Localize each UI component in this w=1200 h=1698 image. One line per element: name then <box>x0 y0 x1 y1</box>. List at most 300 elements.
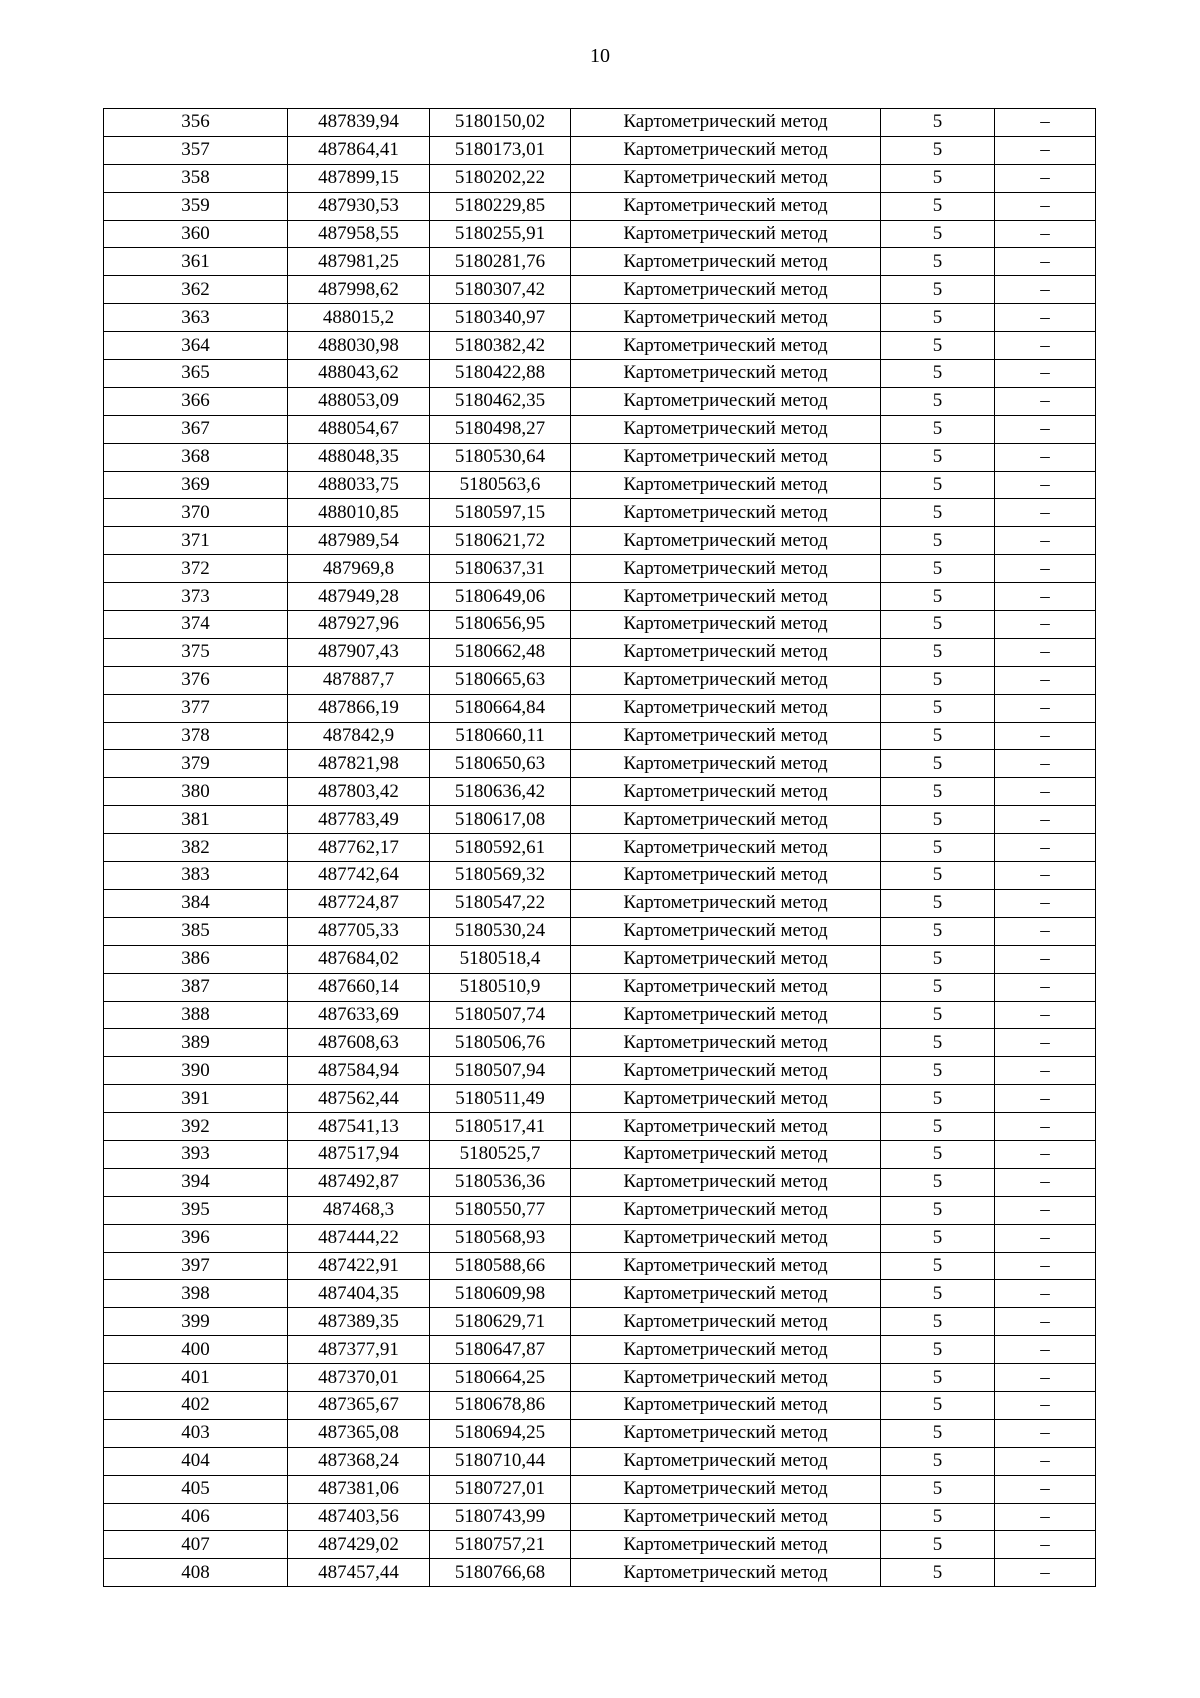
method-cell: Картометрический метод <box>571 527 881 555</box>
method-cell: Картометрический метод <box>571 387 881 415</box>
x-coordinate-cell: 487705,33 <box>288 917 430 945</box>
x-coordinate-cell: 488015,2 <box>288 304 430 332</box>
table-row <box>104 1029 1096 1057</box>
table-row <box>104 555 1096 583</box>
table-row <box>104 1196 1096 1224</box>
table-row <box>104 694 1096 722</box>
accuracy-cell: 5 <box>881 750 995 778</box>
point-number-cell: 377 <box>104 694 288 722</box>
x-coordinate-cell: 487762,17 <box>288 834 430 862</box>
table-row <box>104 1252 1096 1280</box>
x-coordinate-cell: 487541,13 <box>288 1113 430 1141</box>
description-cell: – <box>995 611 1096 639</box>
y-coordinate-cell: 5180202,22 <box>430 164 571 192</box>
table-row <box>104 583 1096 611</box>
x-coordinate-cell: 487724,87 <box>288 889 430 917</box>
accuracy-cell: 5 <box>881 192 995 220</box>
x-coordinate-cell: 487422,91 <box>288 1252 430 1280</box>
x-coordinate-cell: 487989,54 <box>288 527 430 555</box>
table-row <box>104 722 1096 750</box>
description-cell: – <box>995 527 1096 555</box>
description-cell: – <box>995 1196 1096 1224</box>
method-cell: Картометрический метод <box>571 555 881 583</box>
description-cell: – <box>995 220 1096 248</box>
description-cell: – <box>995 1029 1096 1057</box>
method-cell: Картометрический метод <box>571 415 881 443</box>
accuracy-cell: 5 <box>881 862 995 890</box>
description-cell: – <box>995 806 1096 834</box>
table-row <box>104 778 1096 806</box>
x-coordinate-cell: 487981,25 <box>288 248 430 276</box>
x-coordinate-cell: 487429,02 <box>288 1531 430 1559</box>
accuracy-cell: 5 <box>881 109 995 137</box>
accuracy-cell: 5 <box>881 1503 995 1531</box>
y-coordinate-cell: 5180656,95 <box>430 611 571 639</box>
description-cell: – <box>995 945 1096 973</box>
point-number-cell: 369 <box>104 471 288 499</box>
table-row <box>104 220 1096 248</box>
description-cell: – <box>995 889 1096 917</box>
table-row <box>104 1085 1096 1113</box>
y-coordinate-cell: 5180766,68 <box>430 1559 571 1587</box>
method-cell: Картометрический метод <box>571 1419 881 1447</box>
method-cell: Картометрический метод <box>571 750 881 778</box>
y-coordinate-cell: 5180563,6 <box>430 471 571 499</box>
x-coordinate-cell: 488048,35 <box>288 443 430 471</box>
y-coordinate-cell: 5180678,86 <box>430 1391 571 1419</box>
description-cell: – <box>995 1085 1096 1113</box>
accuracy-cell: 5 <box>881 806 995 834</box>
description-cell: – <box>995 304 1096 332</box>
x-coordinate-cell: 488010,85 <box>288 499 430 527</box>
x-coordinate-cell: 487887,7 <box>288 666 430 694</box>
method-cell: Картометрический метод <box>571 834 881 862</box>
description-cell: – <box>995 499 1096 527</box>
x-coordinate-cell: 487864,41 <box>288 136 430 164</box>
y-coordinate-cell: 5180664,84 <box>430 694 571 722</box>
x-coordinate-cell: 487365,67 <box>288 1391 430 1419</box>
table-row <box>104 1168 1096 1196</box>
point-number-cell: 367 <box>104 415 288 443</box>
table-row <box>104 1503 1096 1531</box>
accuracy-cell: 5 <box>881 638 995 666</box>
description-cell: – <box>995 276 1096 304</box>
y-coordinate-cell: 5180650,63 <box>430 750 571 778</box>
description-cell: – <box>995 1308 1096 1336</box>
accuracy-cell: 5 <box>881 387 995 415</box>
y-coordinate-cell: 5180621,72 <box>430 527 571 555</box>
x-coordinate-cell: 487998,62 <box>288 276 430 304</box>
table-row <box>104 1364 1096 1392</box>
accuracy-cell: 5 <box>881 889 995 917</box>
point-number-cell: 401 <box>104 1364 288 1392</box>
method-cell: Картометрический метод <box>571 360 881 388</box>
point-number-cell: 389 <box>104 1029 288 1057</box>
table-row <box>104 332 1096 360</box>
y-coordinate-cell: 5180592,61 <box>430 834 571 862</box>
table-row <box>104 1224 1096 1252</box>
coordinates-table-body <box>104 109 1096 1587</box>
accuracy-cell: 5 <box>881 1336 995 1364</box>
y-coordinate-cell: 5180665,63 <box>430 666 571 694</box>
y-coordinate-cell: 5180517,41 <box>430 1113 571 1141</box>
method-cell: Картометрический метод <box>571 1224 881 1252</box>
accuracy-cell: 5 <box>881 136 995 164</box>
table-row <box>104 1001 1096 1029</box>
description-cell: – <box>995 583 1096 611</box>
y-coordinate-cell: 5180597,15 <box>430 499 571 527</box>
table-row <box>104 1057 1096 1085</box>
description-cell: – <box>995 1364 1096 1392</box>
accuracy-cell: 5 <box>881 1085 995 1113</box>
x-coordinate-cell: 487783,49 <box>288 806 430 834</box>
point-number-cell: 371 <box>104 527 288 555</box>
accuracy-cell: 5 <box>881 1057 995 1085</box>
table-row <box>104 806 1096 834</box>
accuracy-cell: 5 <box>881 1531 995 1559</box>
y-coordinate-cell: 5180609,98 <box>430 1280 571 1308</box>
accuracy-cell: 5 <box>881 1224 995 1252</box>
x-coordinate-cell: 488054,67 <box>288 415 430 443</box>
y-coordinate-cell: 5180660,11 <box>430 722 571 750</box>
point-number-cell: 363 <box>104 304 288 332</box>
description-cell: – <box>995 722 1096 750</box>
point-number-cell: 385 <box>104 917 288 945</box>
x-coordinate-cell: 488043,62 <box>288 360 430 388</box>
x-coordinate-cell: 487404,35 <box>288 1280 430 1308</box>
accuracy-cell: 5 <box>881 1391 995 1419</box>
description-cell: – <box>995 1531 1096 1559</box>
x-coordinate-cell: 487866,19 <box>288 694 430 722</box>
coordinates-table <box>103 108 1096 1587</box>
accuracy-cell: 5 <box>881 917 995 945</box>
point-number-cell: 362 <box>104 276 288 304</box>
table-row <box>104 1475 1096 1503</box>
x-coordinate-cell: 487660,14 <box>288 973 430 1001</box>
method-cell: Картометрический метод <box>571 1113 881 1141</box>
point-number-cell: 400 <box>104 1336 288 1364</box>
y-coordinate-cell: 5180307,42 <box>430 276 571 304</box>
method-cell: Картометрический метод <box>571 443 881 471</box>
point-number-cell: 373 <box>104 583 288 611</box>
y-coordinate-cell: 5180382,42 <box>430 332 571 360</box>
method-cell: Картометрический метод <box>571 192 881 220</box>
x-coordinate-cell: 487492,87 <box>288 1168 430 1196</box>
accuracy-cell: 5 <box>881 276 995 304</box>
point-number-cell: 402 <box>104 1391 288 1419</box>
point-number-cell: 404 <box>104 1447 288 1475</box>
table-row <box>104 973 1096 1001</box>
point-number-cell: 383 <box>104 862 288 890</box>
description-cell: – <box>995 1475 1096 1503</box>
y-coordinate-cell: 5180727,01 <box>430 1475 571 1503</box>
y-coordinate-cell: 5180525,7 <box>430 1140 571 1168</box>
y-coordinate-cell: 5180507,94 <box>430 1057 571 1085</box>
table-row <box>104 527 1096 555</box>
y-coordinate-cell: 5180340,97 <box>430 304 571 332</box>
point-number-cell: 392 <box>104 1113 288 1141</box>
table-row <box>104 136 1096 164</box>
description-cell: – <box>995 1447 1096 1475</box>
method-cell: Картометрический метод <box>571 917 881 945</box>
y-coordinate-cell: 5180281,76 <box>430 248 571 276</box>
table-row <box>104 945 1096 973</box>
y-coordinate-cell: 5180462,35 <box>430 387 571 415</box>
point-number-cell: 375 <box>104 638 288 666</box>
y-coordinate-cell: 5180629,71 <box>430 1308 571 1336</box>
description-cell: – <box>995 1280 1096 1308</box>
method-cell: Картометрический метод <box>571 136 881 164</box>
y-coordinate-cell: 5180507,74 <box>430 1001 571 1029</box>
accuracy-cell: 5 <box>881 1559 995 1587</box>
y-coordinate-cell: 5180422,88 <box>430 360 571 388</box>
table-row <box>104 387 1096 415</box>
table-row <box>104 1280 1096 1308</box>
point-number-cell: 370 <box>104 499 288 527</box>
y-coordinate-cell: 5180530,64 <box>430 443 571 471</box>
y-coordinate-cell: 5180530,24 <box>430 917 571 945</box>
description-cell: – <box>995 555 1096 583</box>
accuracy-cell: 5 <box>881 332 995 360</box>
point-number-cell: 380 <box>104 778 288 806</box>
point-number-cell: 388 <box>104 1001 288 1029</box>
x-coordinate-cell: 487633,69 <box>288 1001 430 1029</box>
method-cell: Картометрический метод <box>571 1057 881 1085</box>
point-number-cell: 397 <box>104 1252 288 1280</box>
description-cell: – <box>995 862 1096 890</box>
table-row <box>104 750 1096 778</box>
accuracy-cell: 5 <box>881 945 995 973</box>
method-cell: Картометрический метод <box>571 220 881 248</box>
accuracy-cell: 5 <box>881 1196 995 1224</box>
description-cell: – <box>995 1224 1096 1252</box>
point-number-cell: 391 <box>104 1085 288 1113</box>
method-cell: Картометрический метод <box>571 1252 881 1280</box>
y-coordinate-cell: 5180550,77 <box>430 1196 571 1224</box>
method-cell: Картометрический метод <box>571 248 881 276</box>
x-coordinate-cell: 487584,94 <box>288 1057 430 1085</box>
description-cell: – <box>995 248 1096 276</box>
description-cell: – <box>995 1559 1096 1587</box>
x-coordinate-cell: 487949,28 <box>288 583 430 611</box>
x-coordinate-cell: 487517,94 <box>288 1140 430 1168</box>
description-cell: – <box>995 778 1096 806</box>
method-cell: Картометрический метод <box>571 1308 881 1336</box>
y-coordinate-cell: 5180498,27 <box>430 415 571 443</box>
method-cell: Картометрический метод <box>571 164 881 192</box>
table-row <box>104 360 1096 388</box>
table-row <box>104 164 1096 192</box>
point-number-cell: 403 <box>104 1419 288 1447</box>
point-number-cell: 396 <box>104 1224 288 1252</box>
y-coordinate-cell: 5180664,25 <box>430 1364 571 1392</box>
x-coordinate-cell: 487927,96 <box>288 611 430 639</box>
accuracy-cell: 5 <box>881 722 995 750</box>
point-number-cell: 393 <box>104 1140 288 1168</box>
accuracy-cell: 5 <box>881 1475 995 1503</box>
point-number-cell: 408 <box>104 1559 288 1587</box>
accuracy-cell: 5 <box>881 248 995 276</box>
method-cell: Картометрический метод <box>571 1085 881 1113</box>
accuracy-cell: 5 <box>881 499 995 527</box>
description-cell: – <box>995 332 1096 360</box>
point-number-cell: 387 <box>104 973 288 1001</box>
description-cell: – <box>995 164 1096 192</box>
description-cell: – <box>995 917 1096 945</box>
table-row <box>104 1447 1096 1475</box>
point-number-cell: 395 <box>104 1196 288 1224</box>
accuracy-cell: 5 <box>881 666 995 694</box>
method-cell: Картометрический метод <box>571 1280 881 1308</box>
y-coordinate-cell: 5180694,25 <box>430 1419 571 1447</box>
x-coordinate-cell: 488053,09 <box>288 387 430 415</box>
y-coordinate-cell: 5180649,06 <box>430 583 571 611</box>
y-coordinate-cell: 5180506,76 <box>430 1029 571 1057</box>
x-coordinate-cell: 487403,56 <box>288 1503 430 1531</box>
y-coordinate-cell: 5180662,48 <box>430 638 571 666</box>
y-coordinate-cell: 5180547,22 <box>430 889 571 917</box>
method-cell: Картометрический метод <box>571 611 881 639</box>
x-coordinate-cell: 487742,64 <box>288 862 430 890</box>
y-coordinate-cell: 5180588,66 <box>430 1252 571 1280</box>
method-cell: Картометрический метод <box>571 1168 881 1196</box>
y-coordinate-cell: 5180568,93 <box>430 1224 571 1252</box>
point-number-cell: 358 <box>104 164 288 192</box>
method-cell: Картометрический метод <box>571 1001 881 1029</box>
method-cell: Картометрический метод <box>571 1029 881 1057</box>
table-row <box>104 304 1096 332</box>
description-cell: – <box>995 387 1096 415</box>
table-row <box>104 443 1096 471</box>
point-number-cell: 357 <box>104 136 288 164</box>
point-number-cell: 407 <box>104 1531 288 1559</box>
point-number-cell: 398 <box>104 1280 288 1308</box>
accuracy-cell: 5 <box>881 304 995 332</box>
table-row <box>104 611 1096 639</box>
point-number-cell: 384 <box>104 889 288 917</box>
method-cell: Картометрический метод <box>571 471 881 499</box>
accuracy-cell: 5 <box>881 443 995 471</box>
accuracy-cell: 5 <box>881 1447 995 1475</box>
table-row <box>104 1113 1096 1141</box>
accuracy-cell: 5 <box>881 220 995 248</box>
y-coordinate-cell: 5180637,31 <box>430 555 571 583</box>
x-coordinate-cell: 487969,8 <box>288 555 430 583</box>
y-coordinate-cell: 5180617,08 <box>430 806 571 834</box>
method-cell: Картометрический метод <box>571 1364 881 1392</box>
point-number-cell: 386 <box>104 945 288 973</box>
x-coordinate-cell: 487562,44 <box>288 1085 430 1113</box>
point-number-cell: 368 <box>104 443 288 471</box>
accuracy-cell: 5 <box>881 1001 995 1029</box>
method-cell: Картометрический метод <box>571 862 881 890</box>
method-cell: Картометрический метод <box>571 1531 881 1559</box>
accuracy-cell: 5 <box>881 1168 995 1196</box>
description-cell: – <box>995 136 1096 164</box>
point-number-cell: 406 <box>104 1503 288 1531</box>
method-cell: Картометрический метод <box>571 109 881 137</box>
point-number-cell: 356 <box>104 109 288 137</box>
x-coordinate-cell: 487365,08 <box>288 1419 430 1447</box>
description-cell: – <box>995 1503 1096 1531</box>
accuracy-cell: 5 <box>881 415 995 443</box>
description-cell: – <box>995 192 1096 220</box>
y-coordinate-cell: 5180536,36 <box>430 1168 571 1196</box>
accuracy-cell: 5 <box>881 778 995 806</box>
description-cell: – <box>995 1252 1096 1280</box>
method-cell: Картометрический метод <box>571 583 881 611</box>
x-coordinate-cell: 487842,9 <box>288 722 430 750</box>
method-cell: Картометрический метод <box>571 889 881 917</box>
point-number-cell: 372 <box>104 555 288 583</box>
table-row <box>104 1559 1096 1587</box>
description-cell: – <box>995 1113 1096 1141</box>
accuracy-cell: 5 <box>881 973 995 1001</box>
x-coordinate-cell: 488030,98 <box>288 332 430 360</box>
y-coordinate-cell: 5180710,44 <box>430 1447 571 1475</box>
method-cell: Картометрический метод <box>571 1336 881 1364</box>
x-coordinate-cell: 487370,01 <box>288 1364 430 1392</box>
description-cell: – <box>995 1391 1096 1419</box>
method-cell: Картометрический метод <box>571 1196 881 1224</box>
description-cell: – <box>995 1168 1096 1196</box>
method-cell: Картометрический метод <box>571 304 881 332</box>
table-row <box>104 1419 1096 1447</box>
method-cell: Картометрический метод <box>571 1559 881 1587</box>
x-coordinate-cell: 487821,98 <box>288 750 430 778</box>
table-row <box>104 499 1096 527</box>
description-cell: – <box>995 1057 1096 1085</box>
point-number-cell: 365 <box>104 360 288 388</box>
table-row <box>104 889 1096 917</box>
method-cell: Картометрический метод <box>571 945 881 973</box>
accuracy-cell: 5 <box>881 471 995 499</box>
point-number-cell: 376 <box>104 666 288 694</box>
x-coordinate-cell: 487899,15 <box>288 164 430 192</box>
method-cell: Картометрический метод <box>571 973 881 1001</box>
y-coordinate-cell: 5180743,99 <box>430 1503 571 1531</box>
table-row <box>104 638 1096 666</box>
description-cell: – <box>995 360 1096 388</box>
table-row <box>104 192 1096 220</box>
table-row <box>104 1308 1096 1336</box>
y-coordinate-cell: 5180510,9 <box>430 973 571 1001</box>
accuracy-cell: 5 <box>881 1364 995 1392</box>
y-coordinate-cell: 5180518,4 <box>430 945 571 973</box>
method-cell: Картометрический метод <box>571 1447 881 1475</box>
accuracy-cell: 5 <box>881 1029 995 1057</box>
description-cell: – <box>995 666 1096 694</box>
point-number-cell: 379 <box>104 750 288 778</box>
x-coordinate-cell: 487930,53 <box>288 192 430 220</box>
x-coordinate-cell: 487468,3 <box>288 1196 430 1224</box>
point-number-cell: 364 <box>104 332 288 360</box>
table-row <box>104 917 1096 945</box>
method-cell: Картометрический метод <box>571 638 881 666</box>
method-cell: Картометрический метод <box>571 1391 881 1419</box>
table-row <box>104 862 1096 890</box>
accuracy-cell: 5 <box>881 555 995 583</box>
description-cell: – <box>995 109 1096 137</box>
description-cell: – <box>995 973 1096 1001</box>
description-cell: – <box>995 694 1096 722</box>
table-row <box>104 1391 1096 1419</box>
x-coordinate-cell: 487457,44 <box>288 1559 430 1587</box>
method-cell: Картометрический метод <box>571 806 881 834</box>
accuracy-cell: 5 <box>881 694 995 722</box>
accuracy-cell: 5 <box>881 834 995 862</box>
x-coordinate-cell: 487608,63 <box>288 1029 430 1057</box>
